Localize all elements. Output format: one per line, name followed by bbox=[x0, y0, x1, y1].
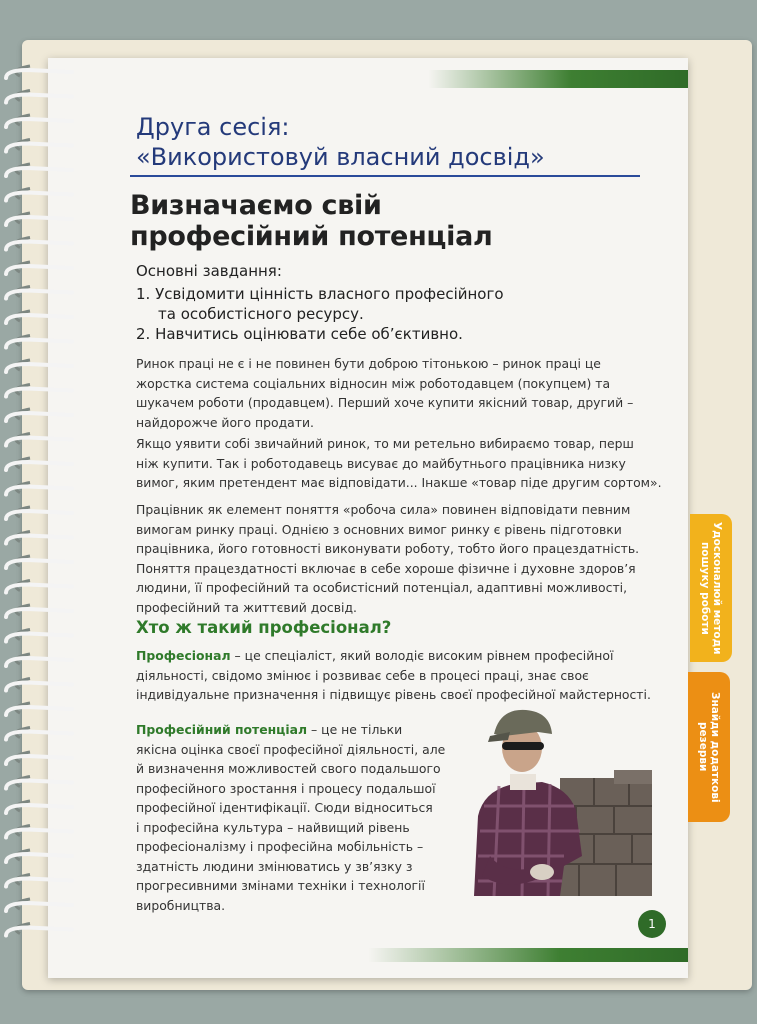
spiral-binding bbox=[0, 60, 80, 960]
p3-line: Працівник як елемент поняття «робоча сила» повинен відповідати певним bbox=[136, 502, 631, 517]
prof-line: індивідуальне призначення і підвищує рівень своєї професійної майстерності. bbox=[136, 687, 651, 702]
pot-line: і професійна культура – найвищий рівень bbox=[136, 819, 410, 835]
p1-line: найдорожче його продати. bbox=[136, 414, 314, 430]
bottom-green-bar bbox=[368, 948, 688, 962]
p2-line: ніж купити. Так і роботодавець висуває до майбутнього працівника низку bbox=[136, 455, 626, 471]
session-title bbox=[136, 112, 545, 172]
task-item-1 bbox=[136, 284, 504, 324]
pot-line: здатність людини змінюватись у зв’язку з bbox=[136, 858, 413, 874]
tasks-title: Основні завдання: bbox=[136, 262, 282, 280]
task-2-line1: 2. Навчитись оцінювати себе об’єктивно. bbox=[136, 325, 463, 343]
prof-line: – це спеціаліст, який володіє високим рівнем професійної bbox=[230, 648, 614, 663]
task-1-line2: та особистісного ресурсу. bbox=[158, 305, 364, 323]
main-heading-line1: Визначаємо свій bbox=[130, 190, 382, 221]
main-heading bbox=[130, 190, 493, 252]
pot-line: й визначення можливостей свого подальшого bbox=[136, 761, 441, 776]
term-potential: Професійний потенціал bbox=[136, 722, 308, 737]
page-number: 1 bbox=[638, 910, 666, 938]
p3-line: вимогам ринку праці. Однією з основних вимог ринку є рівень підготовки bbox=[136, 521, 622, 537]
professional-definition bbox=[136, 646, 681, 705]
prof-line: діяльності, свідомо змінює і розвиває себе в процесі праці, знає своє bbox=[136, 667, 589, 683]
session-title-line1: Друга сесія: bbox=[136, 113, 290, 141]
pot-line: – це не тільки bbox=[307, 722, 403, 737]
term-professional: Професіонал bbox=[136, 648, 231, 663]
p1-line: Ринок праці не є і не повинен бути доброю тітонькою – ринок праці це bbox=[136, 356, 601, 371]
p3-line: працівника, його готовності виконувати роботу, тобто його працездатність. bbox=[136, 541, 640, 556]
p3-line: професійний та життєвий досвід. bbox=[136, 599, 357, 615]
paragraph-2 bbox=[136, 434, 681, 493]
paragraph-3 bbox=[136, 500, 681, 617]
task-item-2 bbox=[136, 324, 463, 344]
pot-line: професійної ідентифікації. Сюди відноситься bbox=[136, 800, 433, 815]
p3-line: Поняття працездатності включає в себе хороше фізичне і духовне здоров’я bbox=[136, 560, 636, 576]
pot-line: професіоналізму і професійна мобільність – bbox=[136, 839, 424, 854]
p3-line: людини, її професійний та особистісний потенціал, адаптивні можливості, bbox=[136, 580, 628, 595]
paragraph-1 bbox=[136, 354, 681, 432]
pot-line: виробництва. bbox=[136, 897, 226, 913]
potential-definition bbox=[136, 720, 458, 915]
pot-line: професійного зростання і процесу подальшої bbox=[136, 780, 436, 796]
p1-line: жорстка система соціальних відносин між роботодавцем (покупцем) та bbox=[136, 375, 611, 391]
title-divider bbox=[130, 175, 640, 177]
main-heading-line2: професійний потенціал bbox=[130, 221, 493, 252]
bricklayer-photo bbox=[464, 706, 652, 896]
side-tab-2-label: Знайди додаткові резерви bbox=[697, 691, 721, 803]
side-tab-1-label: Удосконалюй методи пошуку роботи bbox=[699, 521, 723, 655]
session-title-line2: «Використовуй власний досвід» bbox=[136, 143, 545, 171]
top-green-bar bbox=[428, 70, 688, 88]
side-tab-extra-reserves[interactable] bbox=[688, 672, 730, 822]
pot-line: прогресивними змінами техніки і технології bbox=[136, 878, 425, 893]
p1-line: шукачем роботи (продавцем). Перший хоче купити якісний товар, другий – bbox=[136, 395, 634, 410]
task-1-line1: 1. Усвідомити цінність власного професійного bbox=[136, 285, 504, 303]
side-tab-job-search[interactable] bbox=[690, 514, 732, 662]
p2-line: вимог, яким претендент має відповідати... Інакше «товар піде другим сортом». bbox=[136, 475, 662, 490]
p2-line: Якщо уявити собі звичайний ринок, то ми ретельно вибираємо товар, перш bbox=[136, 436, 634, 451]
booklet-page bbox=[48, 58, 688, 978]
subheading-professional: Хто ж такий професіонал? bbox=[136, 618, 392, 637]
pot-line: якісна оцінка своєї професійної діяльності, але bbox=[136, 741, 446, 757]
